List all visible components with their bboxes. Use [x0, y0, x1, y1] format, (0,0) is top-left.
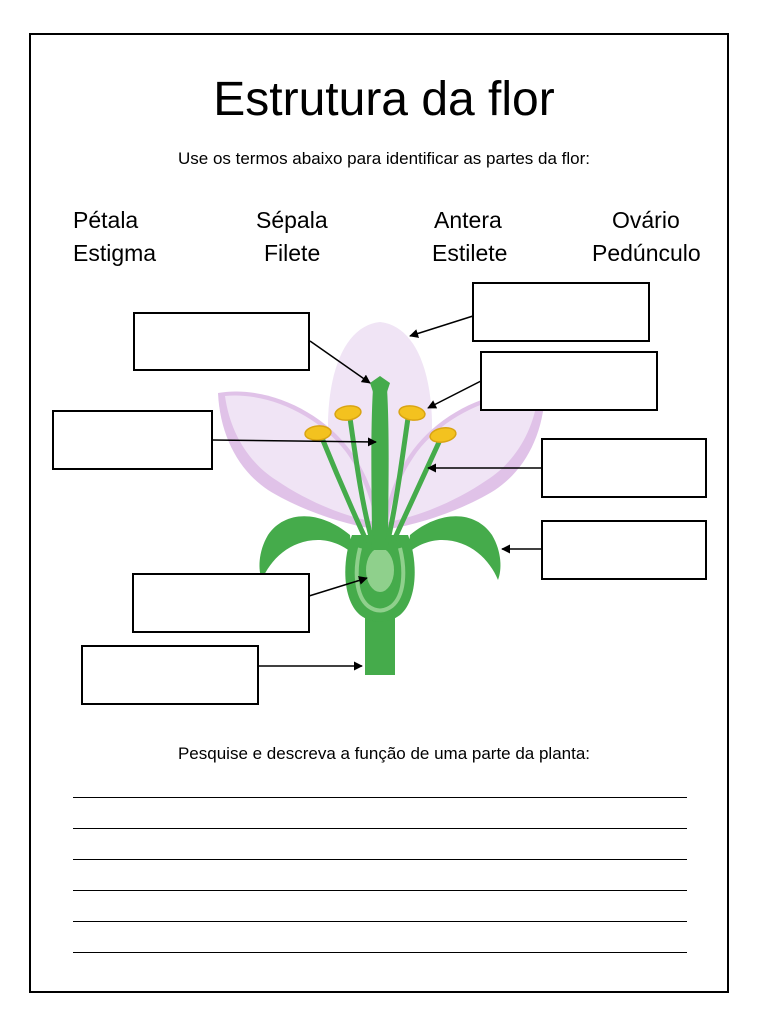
writing-line[interactable]: [73, 921, 687, 922]
label-box-5[interactable]: [472, 282, 650, 342]
peduncle: [365, 615, 395, 675]
label-box-2[interactable]: [52, 410, 213, 470]
term-filete: Filete: [264, 240, 321, 266]
term-estigma: Estigma: [73, 240, 157, 266]
instruction-text: Use os termos abaixo para identificar as partes da flor:: [178, 149, 590, 168]
research-task-text: Pesquise e descreva a função de uma parte da planta:: [177, 744, 591, 763]
writing-line[interactable]: [73, 859, 687, 860]
arrow-petal: [410, 316, 473, 336]
sepal-left: [260, 516, 352, 580]
label-box-8[interactable]: [541, 520, 707, 580]
writing-line[interactable]: [73, 890, 687, 891]
term-ovario: Ovário: [612, 207, 680, 233]
writing-line[interactable]: [73, 828, 687, 829]
term-peduncul: Pedúnculo: [592, 240, 701, 266]
term-petala: Pétala: [73, 207, 139, 233]
label-box-7[interactable]: [541, 438, 707, 498]
term-sepala: Sépala: [256, 207, 328, 233]
label-box-6[interactable]: [480, 351, 658, 411]
label-box-3[interactable]: [132, 573, 310, 633]
term-antera: Antera: [434, 207, 502, 233]
page-title: Estrutura da flor: [213, 73, 555, 126]
writing-line[interactable]: [73, 952, 687, 953]
label-box-4[interactable]: [81, 645, 259, 705]
ovary: [366, 548, 394, 592]
writing-line[interactable]: [73, 797, 687, 798]
style: [371, 388, 388, 550]
sepal-right: [408, 516, 500, 580]
label-box-1[interactable]: [133, 312, 310, 371]
term-estilete: Estilete: [432, 240, 508, 266]
